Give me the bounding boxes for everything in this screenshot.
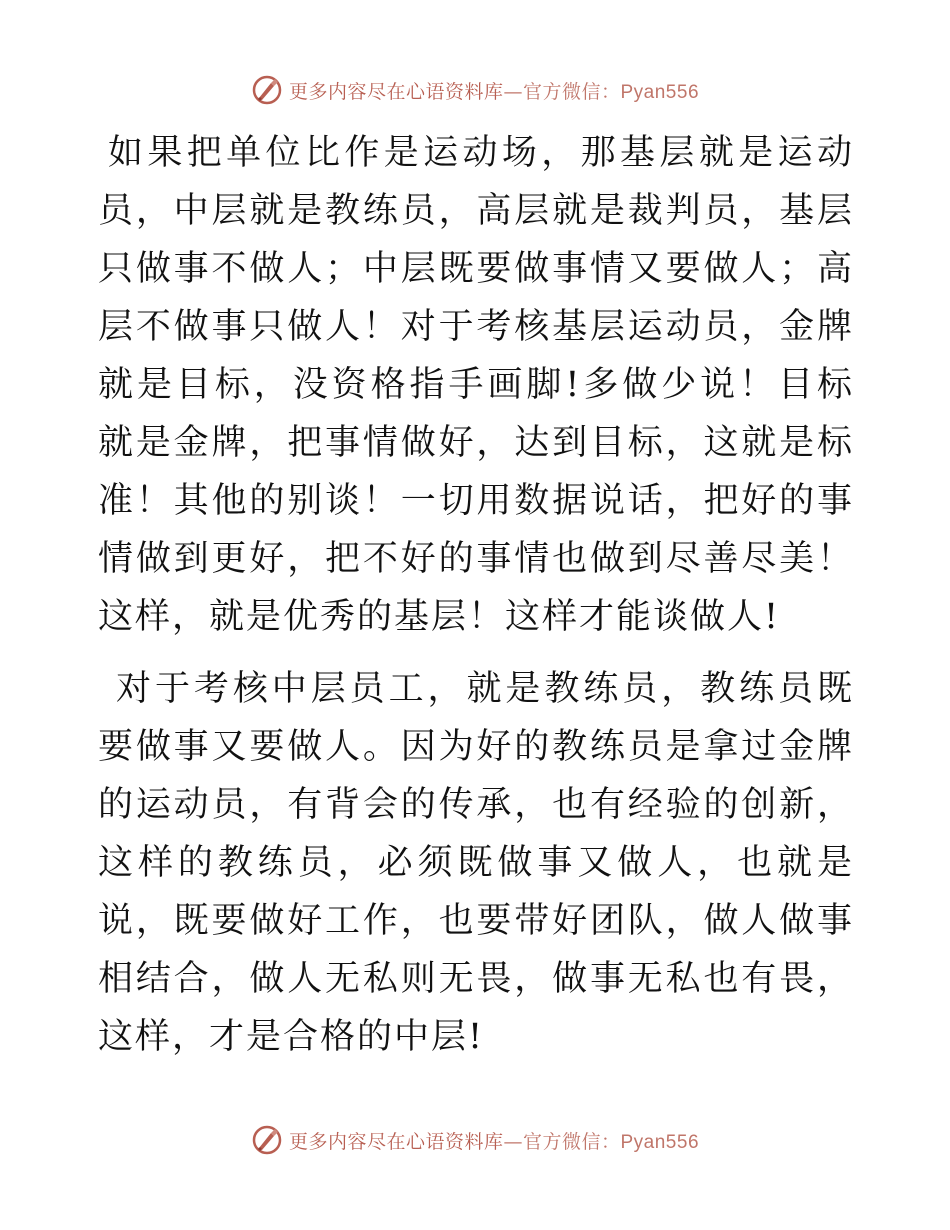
header-watermark bbox=[0, 72, 950, 108]
paragraph-grassroots: 如果把单位比作是运动场，那基层就是运动员，中层就是教练员，高层就是裁判员，基层只做事不做人；中层既要做事情又要做人；高层不做事只做人！对于考核基层运动员，金牌就是目标，没资格指手画脚!多做少说！目标就是金牌，把事情做好，达到目标，这就是标准！其他的别谈！一切用数据说话，把好的事情做到更好，把不好的事情也做到尽善尽美！这样，就是优秀的基层！这样才能谈做人! bbox=[98, 133, 854, 637]
document-body bbox=[98, 124, 854, 1066]
footer-watermark bbox=[0, 1122, 950, 1158]
pen-circle-icon bbox=[251, 74, 283, 106]
paragraph-middle-management: 对于考核中层员工，就是教练员，教练员既要做事又要做人。因为好的教练员是拿过金牌的运动员，有背会的传承，也有经验的创新，这样的教练员，必须既做事又做人，也就是说，既要做好工作，也要带好团队，做人做事相结合，做人无私则无畏，做事无私也有畏，这样，才是合格的中层! bbox=[98, 669, 854, 1057]
watermark-text: 更多内容尽在心语资料库—官方微信：Pyan556 bbox=[288, 1130, 700, 1153]
watermark-text: 更多内容尽在心语资料库—官方微信：Pyan556 bbox=[288, 80, 700, 103]
pen-circle-icon bbox=[251, 1124, 283, 1156]
